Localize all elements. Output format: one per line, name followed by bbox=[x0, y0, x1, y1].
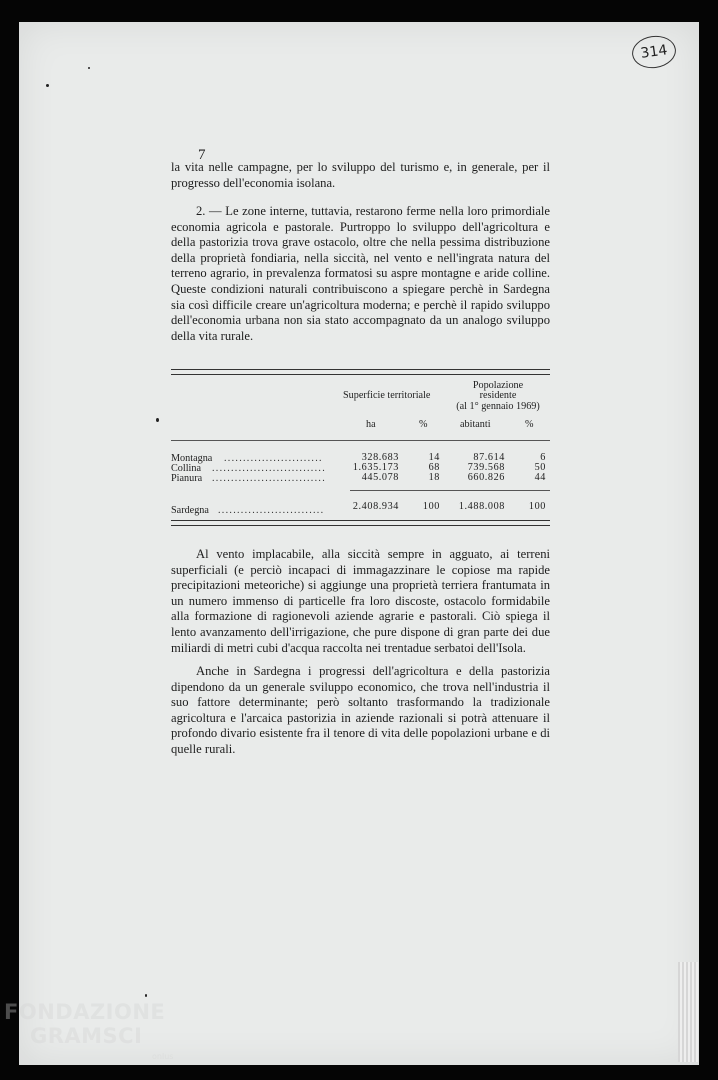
leader-dots: .......................... bbox=[224, 453, 323, 464]
cell-abitanti: 660.826 bbox=[467, 472, 505, 483]
table-col-percent: % bbox=[419, 419, 428, 430]
cell-percent-2: 6 bbox=[540, 452, 546, 463]
dust-speck bbox=[156, 418, 159, 422]
paragraph-section-2 bbox=[171, 204, 550, 344]
watermark-line-3: onlus bbox=[152, 1052, 174, 1061]
paragraph-intro bbox=[171, 160, 550, 191]
row-label: Collina bbox=[171, 463, 201, 474]
cell-abitanti: 1.488.008 bbox=[458, 501, 505, 512]
leader-dots: .............................. bbox=[212, 463, 326, 474]
paragraph-text: Al vento implacabile, alla siccità sempre in agguato, ai terreni superficiali (e perciò incapaci di immagazzinare le copiose ma rapide precipitazioni meteoriche) si aggiunge una proprietà terriera frantumata in un numero immenso di particelle fra loro discoste, ostacolo formidabile alla formazione di ragionevoli aziende agrarie e pastorali. Ciò spiega il lento avanzamento dell'irrigazione, che pure dispone di gran parte dei due miliardi di metri cubi d'acqua raccolta nei trentadue serbatoi dell'Isola. bbox=[171, 547, 550, 655]
table-header-rule bbox=[171, 440, 550, 441]
cell-ha: 2.408.934 bbox=[352, 501, 399, 512]
table-top-rule bbox=[171, 369, 550, 375]
table-header-population: Popolazione bbox=[472, 380, 524, 391]
paragraph-text: la vita nelle campagne, per lo sviluppo del turismo e, in generale, per il progresso dell'economia isolana. bbox=[171, 160, 550, 190]
watermark-line-1: FONDAZIONE bbox=[4, 1000, 166, 1024]
table-bottom-rule bbox=[171, 520, 550, 526]
cell-ha: 328.683 bbox=[361, 452, 399, 463]
dust-speck bbox=[46, 84, 49, 87]
paragraph-text: Anche in Sardegna i progressi dell'agricoltura e della pastorizia dipendono da un generale sviluppo economico, che trova nell'industria il suo fattore determinante; però soltanto trasformando la tradizionale agricoltura e l'arcaica pastorizia in aziende razionali si potrà attenuare il profondo divario esistente fra il tenore di vita delle popolazioni urbane e di quelle rurali. bbox=[171, 664, 550, 756]
table-header-surface: Superficie territoriale bbox=[343, 390, 431, 401]
cell-ha: 445.078 bbox=[361, 472, 399, 483]
cell-percent-2: 50 bbox=[534, 462, 546, 473]
paragraph-wind bbox=[171, 547, 550, 656]
dust-speck bbox=[145, 994, 147, 997]
table-col-ha: ha bbox=[366, 419, 376, 430]
cell-ha: 1.635.173 bbox=[352, 462, 399, 473]
dust-speck bbox=[88, 67, 90, 69]
leader-dots: .............................. bbox=[212, 473, 326, 484]
folio-stamp: 314 bbox=[630, 33, 678, 71]
paragraph-conclusion bbox=[171, 664, 550, 758]
cell-percent: 18 bbox=[428, 472, 440, 483]
row-label: Pianura bbox=[171, 473, 203, 484]
cell-abitanti: 739.568 bbox=[467, 462, 505, 473]
row-label: Montagna bbox=[171, 453, 213, 464]
cell-percent: 14 bbox=[428, 452, 440, 463]
table-col-percent-2: % bbox=[525, 419, 534, 430]
scan-edge-strip bbox=[678, 962, 698, 1062]
table-header-population: residente bbox=[479, 390, 517, 401]
cell-percent: 68 bbox=[428, 462, 440, 473]
table-col-abitanti: abitanti bbox=[460, 419, 491, 430]
table-header-population-date: (al 1° gennaio 1969) bbox=[456, 401, 540, 412]
table-total-rule bbox=[350, 490, 550, 491]
cell-percent: 100 bbox=[422, 501, 440, 512]
cell-percent-2: 44 bbox=[534, 472, 546, 483]
row-label: Sardegna bbox=[171, 505, 209, 516]
paragraph-text: 2. — Le zone interne, tuttavia, restarono ferme nella loro primordiale economia agricola e pastorale. Purtroppo lo sviluppo dell'agricoltura e della pastorizia trova grave ostacolo, oltre che nella pessima distribuzione della proprietà fondiaria, nella siccità, nel vento e nell'ingrata natura del terreno agrario, in prevalenza formatosi su aspre montagne e aride colline. Queste condizioni naturali contribuiscono a spiegare perchè in Sardegna sia così difficile creare un'agricoltura moderna; e perchè il rapido sviluppo dell'economia urbana non sia stato accompagnato da un analogo sviluppo della vita rurale. bbox=[171, 204, 550, 343]
cell-abitanti: 87.614 bbox=[473, 452, 505, 463]
page-number: 7 bbox=[198, 147, 206, 163]
cell-percent-2: 100 bbox=[528, 501, 546, 512]
watermark-line-2: GRAMSCI bbox=[30, 1024, 143, 1048]
leader-dots: ............................ bbox=[218, 505, 325, 516]
